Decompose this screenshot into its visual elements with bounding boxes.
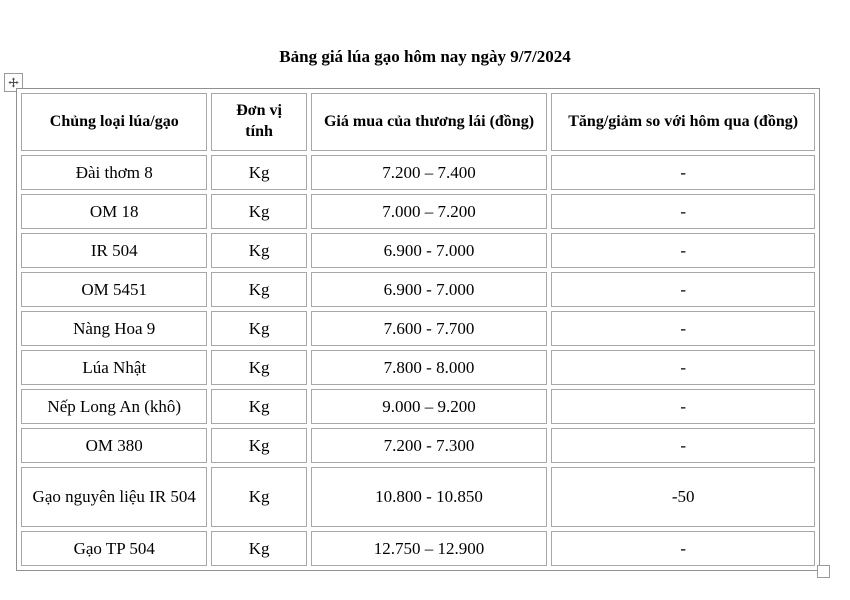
cell-type: Nàng Hoa 9: [21, 311, 207, 346]
cell-type: IR 504: [21, 233, 207, 268]
cell-change: -: [551, 311, 815, 346]
cell-unit: Kg: [211, 272, 306, 307]
cell-type: OM 18: [21, 194, 207, 229]
table-row: [21, 272, 815, 307]
cell-change: -: [551, 350, 815, 385]
table-header-row: [21, 93, 815, 151]
table-row: [21, 350, 815, 385]
header-price: Giá mua của thương lái (đồng): [311, 93, 548, 151]
cell-change: -: [551, 389, 815, 424]
cell-change: -: [551, 428, 815, 463]
cell-unit: Kg: [211, 233, 306, 268]
cell-price: 7.200 - 7.300: [311, 428, 548, 463]
rice-price-table: [16, 88, 820, 571]
cell-price: 12.750 – 12.900: [311, 531, 548, 566]
cell-type: Lúa Nhật: [21, 350, 207, 385]
cell-price: 6.900 - 7.000: [311, 272, 548, 307]
cell-type: Gạo TP 504: [21, 531, 207, 566]
cell-unit: Kg: [211, 531, 306, 566]
table-row: [21, 389, 815, 424]
header-type: Chủng loại lúa/gạo: [21, 93, 207, 151]
cell-price: 7.000 – 7.200: [311, 194, 548, 229]
cell-change: -: [551, 272, 815, 307]
header-unit: Đơn vị tính: [211, 93, 306, 151]
cell-unit: Kg: [211, 389, 306, 424]
cell-price: 7.600 - 7.700: [311, 311, 548, 346]
cell-change: -: [551, 531, 815, 566]
cell-type: Gạo nguyên liệu IR 504: [21, 467, 207, 527]
header-change: Tăng/giảm so với hôm qua (đồng): [551, 93, 815, 151]
table-row: [21, 155, 815, 190]
move-arrows-icon: [8, 77, 19, 88]
cell-change: -: [551, 233, 815, 268]
cell-type: Nếp Long An (khô): [21, 389, 207, 424]
cell-unit: Kg: [211, 350, 306, 385]
cell-change: -50: [551, 467, 815, 527]
table-resize-handle[interactable]: [817, 565, 830, 578]
cell-price: 10.800 - 10.850: [311, 467, 548, 527]
cell-change: -: [551, 194, 815, 229]
cell-price: 7.800 - 8.000: [311, 350, 548, 385]
cell-price: 9.000 – 9.200: [311, 389, 548, 424]
cell-type: Đài thơm 8: [21, 155, 207, 190]
cell-price: 6.900 - 7.000: [311, 233, 548, 268]
table-row: [21, 233, 815, 268]
cell-change: -: [551, 155, 815, 190]
page-title: Bảng giá lúa gạo hôm nay ngày 9/7/2024: [279, 47, 571, 66]
table-row: [21, 311, 815, 346]
cell-unit: Kg: [211, 194, 306, 229]
cell-unit: Kg: [211, 428, 306, 463]
cell-unit: Kg: [211, 311, 306, 346]
cell-type: OM 380: [21, 428, 207, 463]
table-row: [21, 428, 815, 463]
table-row: [21, 531, 815, 566]
cell-type: OM 5451: [21, 272, 207, 307]
cell-unit: Kg: [211, 467, 306, 527]
cell-unit: Kg: [211, 155, 306, 190]
cell-price: 7.200 – 7.400: [311, 155, 548, 190]
table-row: [21, 194, 815, 229]
table-row: [21, 467, 815, 527]
